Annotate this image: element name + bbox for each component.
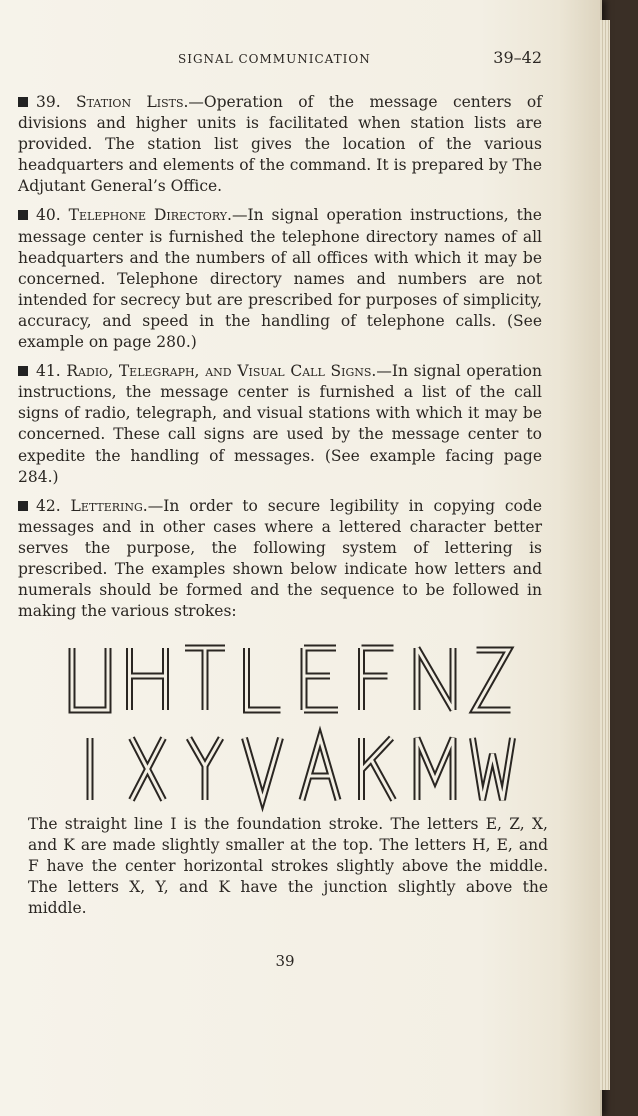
section-bullet-icon xyxy=(18,501,28,511)
lettering-glyph-a xyxy=(302,738,338,800)
section-41 xyxy=(18,361,542,488)
lettering-glyph-z xyxy=(475,650,511,710)
page-number: 39 xyxy=(275,952,295,970)
section-body: —Operation of the message centers of divisions and higher units is facilitated when station lists are provided. The station list gives the location of the various headquarters and elements of the command. It is prepared by The Adjutant General’s Office. xyxy=(18,93,543,196)
section-heading: Station Lists. xyxy=(76,93,189,111)
lettering-glyph-l xyxy=(247,648,281,710)
section-bullet-icon xyxy=(18,366,28,376)
section-heading: Telephone Directory. xyxy=(68,206,232,225)
body-text xyxy=(18,92,542,630)
lettering-glyph-n xyxy=(417,648,453,710)
lettering-glyph-m xyxy=(417,738,453,800)
lettering-row-2-svg xyxy=(62,730,522,820)
lettering-glyph-k xyxy=(362,738,394,800)
lettering-row-1 xyxy=(62,640,522,730)
running-title: SIGNAL COMMUNICATION xyxy=(178,52,371,66)
lettering-glyph-x xyxy=(132,738,164,800)
section-number: 41. xyxy=(36,362,61,381)
lettering-glyph-f xyxy=(362,648,394,710)
running-header xyxy=(178,48,542,67)
lettering-glyph-e xyxy=(304,648,338,710)
page-edge xyxy=(600,20,610,1090)
section-number: 42. xyxy=(36,496,61,515)
section-body: —In order to secure legibility in copying code messages and in other cases where a lettered character better serves the purpose, the following system of lettering is prescribed. The examples shown below indicate how letters and numerals should be formed and the sequence to be followed in making the various strokes: xyxy=(18,496,542,621)
section-40 xyxy=(18,205,542,353)
section-heading: Lettering. xyxy=(70,496,148,515)
section-bullet-icon xyxy=(18,97,28,107)
lettering-glyph-t xyxy=(185,648,225,710)
lettering-glyph-v xyxy=(245,738,281,800)
section-body: —In signal operation instructions, the message center is furnished the telephone directory names of all headquarters and the numbers of all offices with which it may be concerned. Telephone directory names and numbers are not intended for secrecy but are prescribed for purposes of simplicity, accuracy, and speed in the handling of telephone calls. (See example on page 280.) xyxy=(18,206,542,352)
lettering-glyph-u xyxy=(72,648,108,710)
section-39 xyxy=(18,92,542,197)
section-body: —In signal operation instructions, the message center is furnished a list of the call signs of radio, telegraph, and visual stations with which it may be concerned. These call signs are used by the message center to expedite the handling of messages. (See example facing page 284.) xyxy=(18,362,542,486)
lettering-glyph-w xyxy=(473,738,513,800)
section-number: 40. xyxy=(36,206,61,225)
lettering-row-2 xyxy=(62,730,522,820)
lettering-glyph-h xyxy=(130,648,166,710)
lettering-row-1-svg xyxy=(62,640,522,730)
lettering-caption: The straight line I is the foundation stroke. The letters E, Z, X, and K are made slightly smaller at the top. The letters H, E, and F have the center horizontal strokes slightly above the middle. The letters X, Y, and K have the junction slightly above the middle. xyxy=(28,815,548,918)
section-42 xyxy=(18,496,542,623)
section-bullet-icon xyxy=(18,210,28,220)
page-range: 39–42 xyxy=(493,48,542,67)
section-heading: Radio, Telegraph, and Visual Call Signs. xyxy=(66,362,377,381)
lettering-glyph-y xyxy=(189,738,221,800)
section-number: 39. xyxy=(36,93,61,111)
